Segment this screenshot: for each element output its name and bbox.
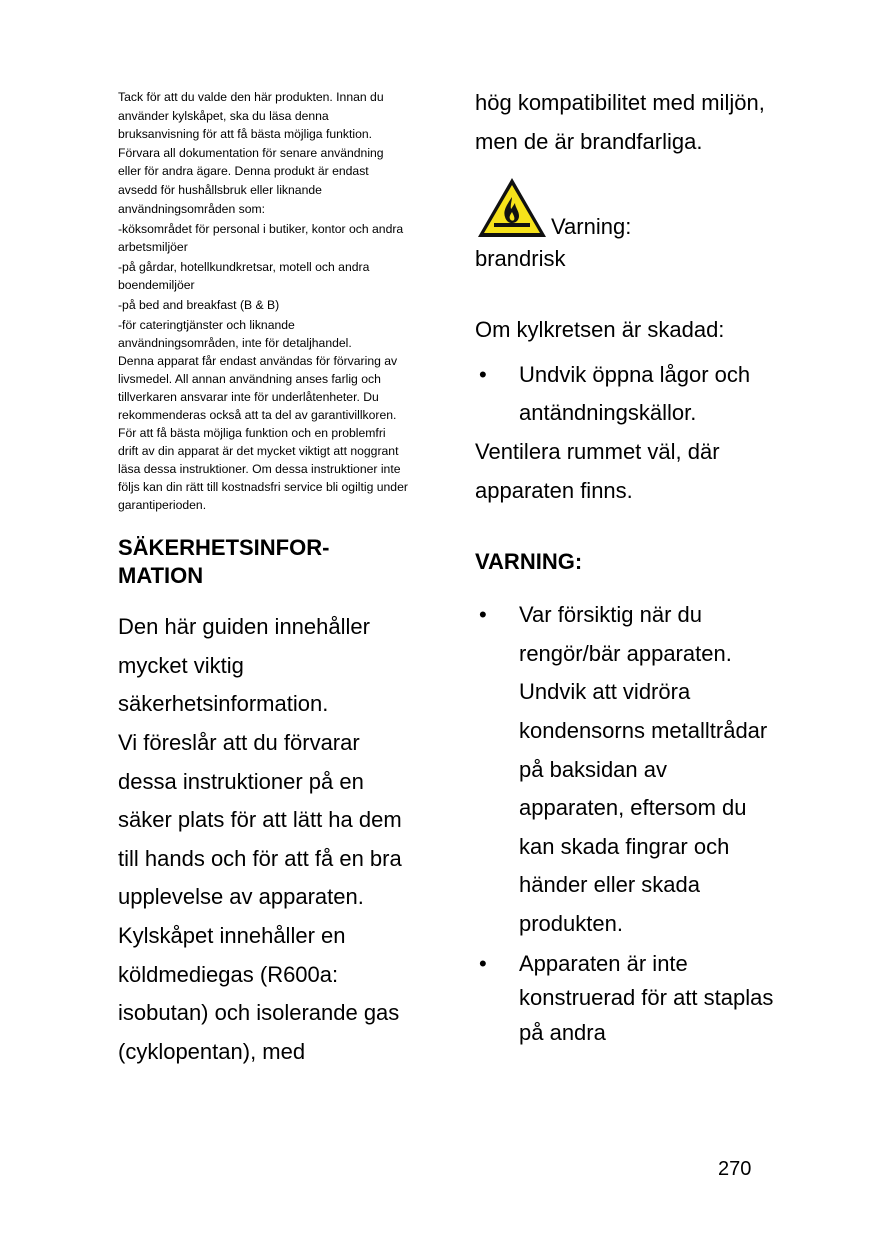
list-item: • Undvik öppna lågor och antändningskällor.: [475, 356, 775, 433]
section-heading: SÄKERHETSINFOR- MATION: [118, 535, 330, 589]
damage-bullet-list: [475, 356, 775, 433]
continuation-text: hög kompatibilitet med miljön, men de är brandfarliga.: [475, 90, 765, 154]
page-number: 270: [718, 1158, 752, 1180]
use-item: -på gårdar, hotellkundkretsar, motell och andra boendemiljöer: [118, 260, 370, 293]
list-item: • Apparaten är inte konstruerad för att staplas på andra: [475, 947, 775, 1051]
guide-text: Den här guiden innehåller mycket viktig säkerhetsinformation.: [118, 614, 370, 717]
flammable-warning-icon: [475, 175, 549, 241]
usage-note: Denna apparat får endast användas för förvaring av livsmedel. All annan användning anses farlig och tillverkaren ansvarar inte för underlåtenheter. Du rekommenderas också att ta del av garantivillkoren. För att få bästa möjliga funktion och en problemfri drift av din apparat är det mycket viktigt att noggrant läsa dessa instruktioner. Om dessa instruktioner inte följs kan din rätt till kostnadsfri service bli ogiltig under garantiperioden.: [118, 354, 408, 513]
right-column: [475, 84, 775, 1050]
refrigerant-text: Kylskåpet innehåller en köldmediegas (R600a: isobutan) och isolerande gas (cyklopentan), med: [118, 922, 400, 1064]
varning-heading: VARNING:: [475, 549, 583, 575]
bullet: •: [479, 950, 487, 976]
intro-paragraph: Tack för att du valde den här produkten. Innan du använder kylskåpet, ska du läsa denna bruksanvisning för att få bästa möjliga funktion. Förvara all dokumentation för senare användning eller för andra ägare. Denna produkt är endast avsedd för hushållsbruk eller liknande användningsområden som:: [118, 90, 384, 216]
warning-text: brandrisk: [475, 246, 566, 272]
bullet: •: [479, 361, 487, 387]
warning-row: [475, 175, 775, 241]
use-item: -på bed and breakfast (B & B): [118, 298, 280, 313]
list-item: • Var försiktig när du rengör/bär apparaten. Undvik att vidröra kondensorns metalltrådar på baksidan av apparaten, eftersom du kan skada fingrar och händer eller skada produkten.: [475, 596, 775, 943]
bullet: •: [479, 602, 487, 628]
warning-label: Varning:: [551, 214, 632, 240]
use-item: -köksområdet för personal i butiker, kontor och andra arbetsmiljöer: [118, 222, 404, 255]
use-item: -för cateringtjänster och liknande användningsområden, inte för detaljhandel.: [118, 318, 352, 351]
storage-text: Vi föreslår att du förvarar dessa instruktioner på en säker plats för att lätt ha dem till hands och för att få en bra upplevelse av apparaten.: [118, 729, 402, 910]
ventilate-text: Ventilera rummet väl, där apparaten finns.: [475, 438, 720, 503]
damage-heading: Om kylkretsen är skadad:: [475, 317, 725, 343]
varning-bullet-list: [475, 596, 775, 1050]
left-column: [118, 88, 408, 1071]
